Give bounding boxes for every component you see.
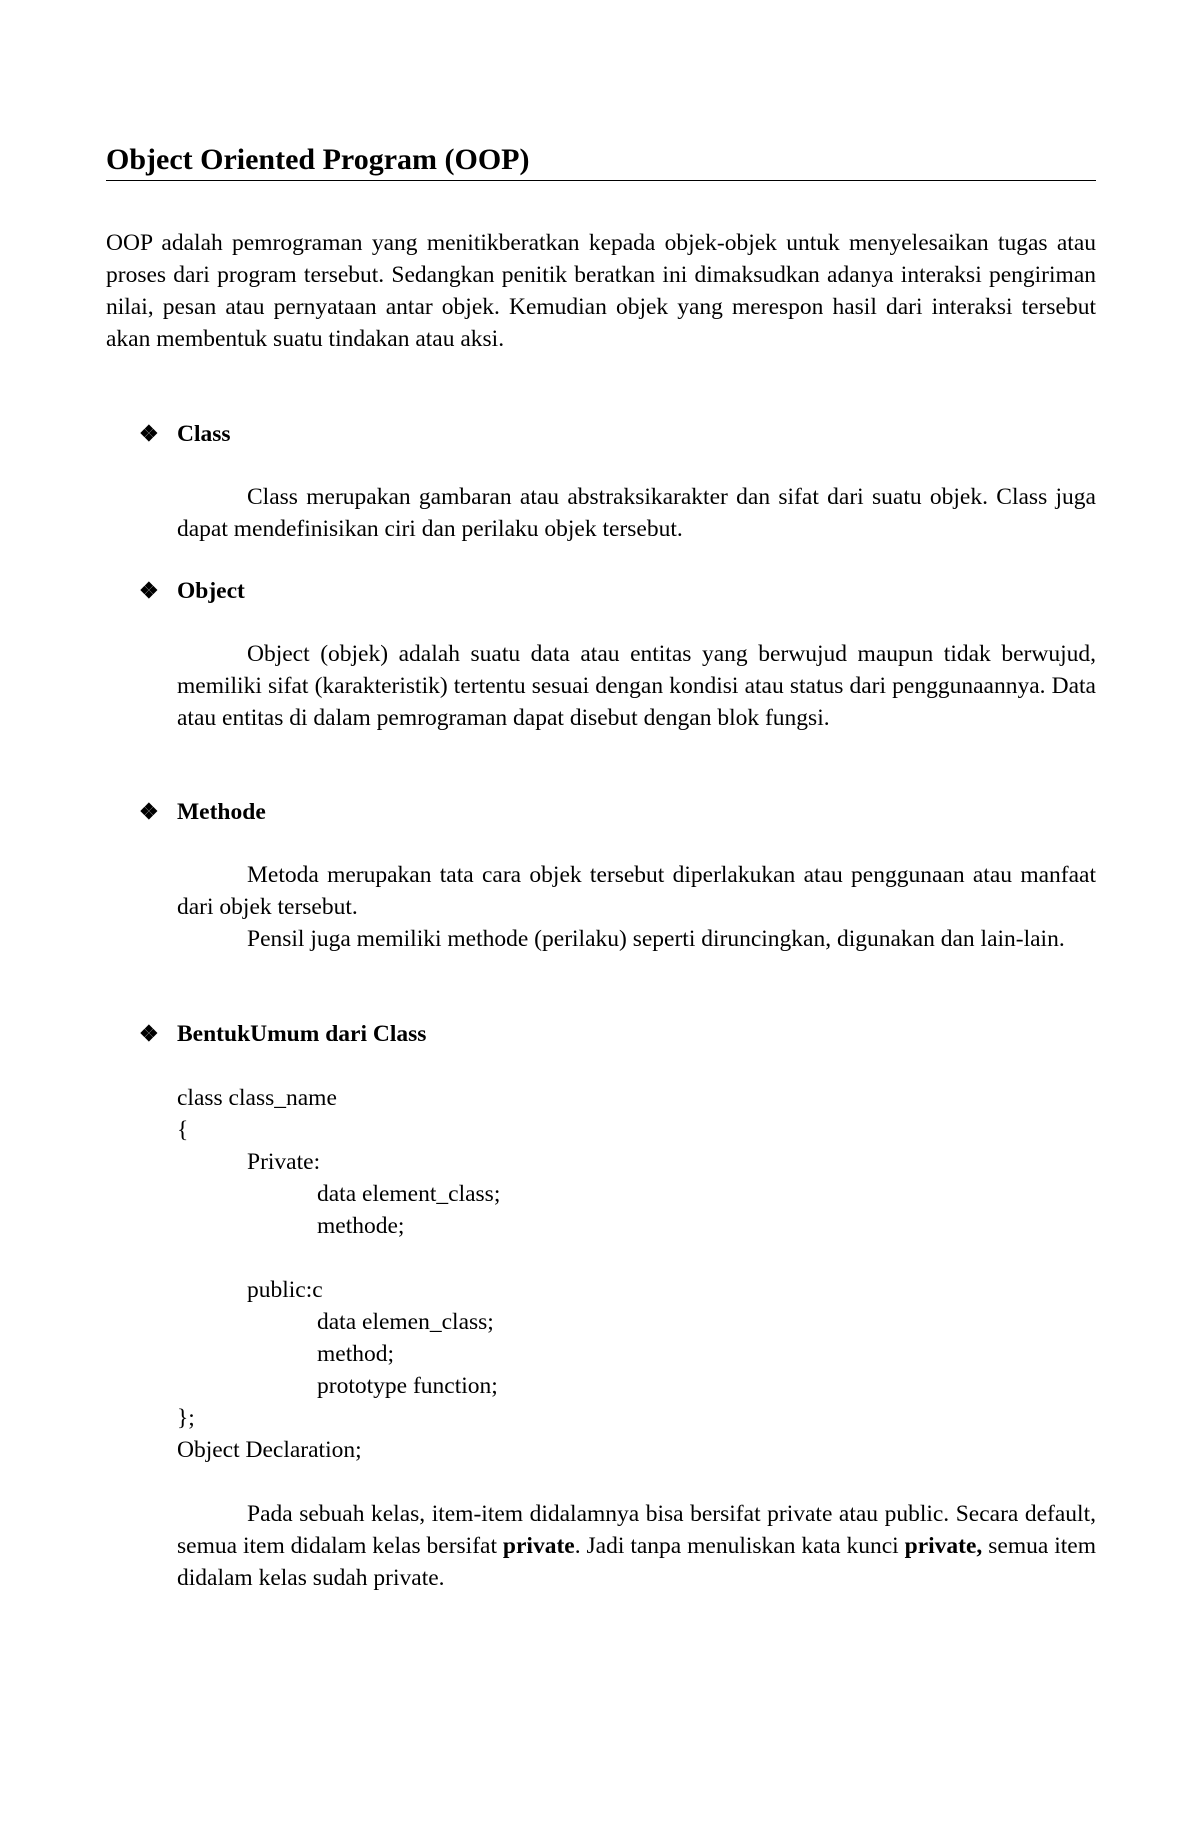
code-line: class class_name	[177, 1085, 337, 1111]
diamond-bullet-icon: ❖	[139, 578, 159, 603]
intro-paragraph: OOP adalah pemrograman yang menitikberatkan kepada objek-objek untuk menyelesaikan tugas atau proses dari program tersebut. Sedangkan penitik beratkan ini dimaksudkan adanya interaksi pengiriman nilai, pesan atau pernyataan antar objek. Kemudian objek yang merespon hasil dari interaksi tersebut akan membentuk suatu tindakan atau aksi.	[106, 230, 1096, 352]
methode-paragraph-2: Pensil juga memiliki methode (perilaku) seperti diruncingkan, digunakan dan lain-lain.	[247, 926, 1065, 952]
private-keyword: private,	[904, 1533, 983, 1559]
code-line: method;	[317, 1341, 395, 1367]
section-heading-class	[139, 418, 231, 450]
section-heading-label: Class	[177, 421, 231, 447]
object-paragraph: Object (objek) adalah suatu data atau entitas yang berwujud maupun tidak berwujud, memiliki sifat (karakteristik) tertentu sesuai dengan kondisi atau status dari penggunaannya. Data atau entitas di dalam pemrograman dapat disebut dengan blok fungsi.	[177, 641, 1096, 731]
closing-text: . Jadi tanpa menuliskan kata kunci	[574, 1533, 905, 1559]
section-heading-label: BentukUmum dari Class	[177, 1021, 427, 1047]
code-line: Private:	[247, 1149, 321, 1175]
diamond-bullet-icon: ❖	[139, 421, 159, 446]
closing-text: Pada sebuah kelas, item-item didalamnya bisa bersifat private atau public. Secara default, semua item didalam kelas bersifat	[177, 1501, 1096, 1559]
code-line: data elemen_class;	[317, 1309, 494, 1335]
diamond-bullet-icon: ❖	[139, 799, 159, 824]
diamond-bullet-icon: ❖	[139, 1021, 159, 1046]
section-heading-bentuk-umum	[139, 1018, 426, 1050]
code-line: methode;	[317, 1213, 405, 1239]
section-heading-label: Methode	[177, 799, 266, 825]
code-line: public:c	[247, 1277, 323, 1303]
section-heading-methode	[139, 796, 266, 828]
private-keyword: private	[502, 1533, 575, 1559]
class-paragraph: Class merupakan gambaran atau abstraksikarakter dan sifat dari suatu objek. Class juga dapat mendefinisikan ciri dan perilaku objek tersebut.	[177, 484, 1096, 542]
code-line: prototype function;	[317, 1373, 498, 1399]
section-heading-label: Object	[177, 578, 245, 604]
code-line: data element_class;	[317, 1181, 501, 1207]
code-line: Object Declaration;	[177, 1437, 362, 1463]
closing-paragraph	[177, 1498, 1096, 1594]
code-line: };	[177, 1405, 195, 1431]
page-title: Object Oriented Program (OOP)	[106, 142, 1096, 181]
methode-paragraph-1: Metoda merupakan tata cara objek tersebut diperlakukan atau penggunaan atau manfaat dari objek tersebut.	[177, 862, 1096, 920]
section-heading-object	[139, 575, 245, 607]
code-line: {	[177, 1117, 189, 1143]
closing-text: semua item didalam kelas sudah private.	[177, 1533, 1096, 1591]
